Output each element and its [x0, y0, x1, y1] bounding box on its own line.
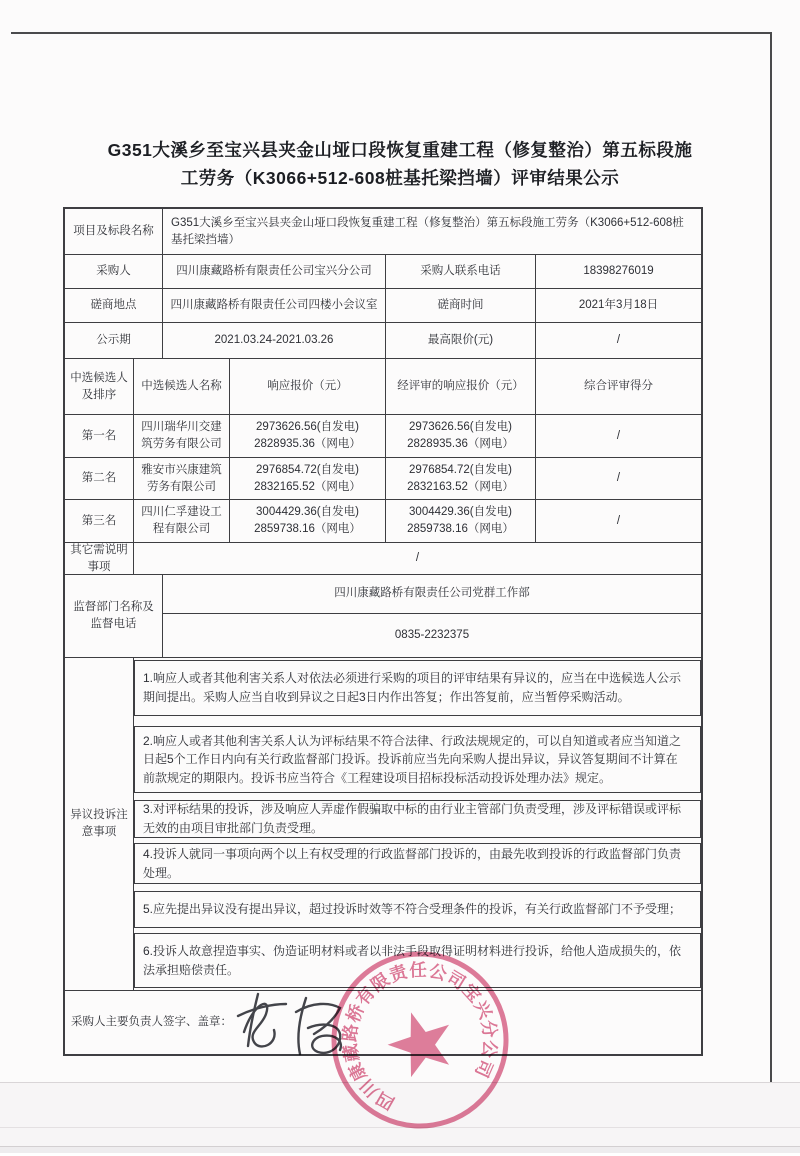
supervision-label: 监督部门名称及监督电话 — [73, 601, 154, 630]
time-value: 2021年3月18日 — [535, 289, 701, 322]
page-title-line1: G351大溪乡至宝兴县夹金山垭口段恢复重建工程（修复整治）第五标段施 — [107, 140, 693, 160]
candidate-2-name: 雅安市兴康建筑劳务有限公司 — [133, 458, 229, 499]
project-value: G351大溪乡至宝兴县夹金山垭口段恢复重建工程（修复整治）第五标段施工劳务（K3066+512-608桩基托梁挡墙） — [162, 209, 701, 254]
publicity-label: 公示期 — [96, 334, 131, 347]
objection-note-1-text: 1.响应人或者其他利害关系人对依法必须进行采购的项目的评审结果有异议的，应当在中选候选人公示期间提出。采购人应当自收到异议之日起3日内作出答复；作出答复前，应当暂停采购活动。 — [143, 671, 682, 704]
candidate-2-score: / — [535, 458, 701, 499]
candidate-1-score: / — [535, 415, 701, 457]
objection-notes — [133, 658, 701, 990]
candidate-3-bid-line2: 2859738.16（网电） — [254, 523, 361, 535]
other-value: / — [133, 543, 701, 574]
header-name: 中选候选人名称 — [133, 359, 229, 414]
header-eval-bid: 经评审的响应报价（元） — [385, 359, 535, 414]
supervision-phone: 0835-2232375 — [163, 613, 701, 658]
purchaser-phone-value: 18398276019 — [535, 255, 701, 288]
page-title-line2: 工劳务（K3066+512-608桩基托梁挡墙）评审结果公示 — [180, 168, 620, 189]
candidate-1-rank: 第一名 — [81, 429, 117, 442]
table-row-objection — [65, 657, 701, 990]
candidate-row-2 — [65, 457, 701, 499]
candidate-2-bid-line2: 2832165.52（网电） — [254, 480, 361, 493]
candidate-1-name: 四川瑞华川交建筑劳务有限公司 — [133, 415, 229, 457]
candidate-1-bid-line1: 2973626.56(自发电) — [256, 421, 359, 434]
candidate-1-eval-line2: 2828935.36（网电） — [407, 438, 514, 450]
project-label: 项目及标段名称 — [73, 225, 154, 238]
objection-note-4 — [134, 843, 701, 884]
objection-note-4-text: 4.投诉人就同一事项向两个以上有权受理的行政监督部门投诉的，由最先收到投诉的行政监督部门负责处理。 — [143, 846, 682, 880]
candidate-2-rank: 第二名 — [81, 472, 117, 485]
objection-note-6-text: 6.投诉人故意捏造事实、伪造证明材料或者以非法手段取得证明材料进行投诉，给他人造成损失的，依法承担赔偿责任。 — [143, 943, 682, 977]
candidate-3-eval-bid — [385, 500, 535, 542]
table-row-project — [65, 209, 701, 254]
candidate-row-3 — [65, 499, 701, 542]
objection-note-2 — [134, 726, 701, 793]
scan-bottom-strip — [0, 1147, 800, 1153]
candidate-1-bid-line2: 2828935.36（网电） — [254, 438, 361, 450]
page-right-border — [770, 32, 772, 1082]
page-top-border — [11, 32, 772, 34]
venue-value: 四川康藏路桥有限责任公司四楼小会议室 — [162, 289, 385, 322]
candidate-3-eval-line1: 3004429.36(自发电) — [409, 506, 512, 519]
price-value: / — [535, 323, 701, 358]
candidate-1-eval-bid — [385, 415, 535, 457]
seal-star-icon — [380, 1002, 460, 1080]
venue-label: 磋商地点 — [90, 299, 137, 312]
objection-note-3-text: 3.对评标结果的投诉，涉及响应人弄虚作假骗取中标的由行业主管部门负责受理，涉及评标错误或评标无效的由项目审批部门负责受理。 — [143, 802, 682, 835]
objection-note-5 — [134, 891, 701, 928]
results-table — [63, 207, 703, 1056]
table-row-supervision — [65, 574, 701, 657]
candidate-2-eval-line2: 2832163.52（网电） — [407, 480, 514, 493]
supervision-values — [162, 575, 701, 657]
page-title — [60, 136, 740, 193]
objection-note-1 — [134, 660, 701, 716]
candidate-3-bid-line1: 3004429.36(自发电) — [256, 506, 359, 519]
signature-label: 采购人主要负责人签字、盖章： — [71, 1016, 232, 1029]
table-row-purchaser — [65, 254, 701, 288]
candidate-3-score: / — [535, 500, 701, 542]
table-row-venue — [65, 288, 701, 322]
candidate-2-eval-line1: 2976854.72(自发电) — [409, 463, 512, 476]
purchaser-phone-label: 采购人联系电话 — [385, 255, 535, 288]
time-label: 磋商时间 — [385, 289, 535, 322]
candidate-3-bid — [229, 500, 385, 542]
header-score: 综合评审得分 — [535, 359, 701, 414]
header-rank: 中选候选人及排序 — [70, 371, 128, 401]
candidate-3-rank: 第三名 — [81, 514, 117, 527]
candidate-1-bid — [229, 415, 385, 457]
publicity-value: 2021.03.24-2021.03.26 — [162, 323, 385, 358]
candidate-row-1 — [65, 414, 701, 457]
price-label: 最高限价(元) — [385, 323, 535, 358]
table-row-publicity — [65, 322, 701, 358]
table-row-other — [65, 542, 701, 574]
candidate-3-name: 四川仁孚建设工程有限公司 — [133, 500, 229, 542]
svg-text:四川康藏路桥有限责任公司宝兴分公司: 四川康藏路桥有限责任公司宝兴分公司 — [339, 959, 501, 1114]
objection-note-5-text: 5.应先提出异议没有提出异议，超过投诉时效等不符合受理条件的投诉，有关行政监督部门不予受理； — [143, 902, 682, 917]
objection-label: 异议投诉注意事项 — [70, 809, 128, 838]
candidate-1-eval-line1: 2973626.56(自发电) — [409, 421, 512, 434]
candidate-2-eval-bid — [385, 458, 535, 499]
candidate-2-bid-line1: 2976854.72(自发电) — [256, 463, 359, 476]
purchaser-label: 采购人 — [96, 265, 131, 278]
header-bid: 响应报价（元） — [229, 359, 385, 414]
objection-note-3 — [134, 800, 701, 838]
supervision-department: 四川康藏路桥有限责任公司党群工作部 — [334, 587, 530, 600]
scan-edge-line-3 — [0, 1146, 800, 1147]
other-label: 其它需说明事项 — [70, 543, 128, 573]
candidate-2-bid — [229, 458, 385, 499]
objection-note-2-text: 2.响应人或者其他利害关系人认为评标结果不符合法律、行政法规规定的，可以自知道或者应当知道之日起5个工作日内向有关行政监督部门投诉。投诉前应当先向采购人提出异议，异议答复期间不计算在前款规定的期限内。投诉书应当符合《工程建设项目招标投标活动投诉处理办法》规定。 — [143, 733, 682, 785]
candidates-header-row — [65, 358, 701, 414]
candidate-3-eval-line2: 2859738.16（网电） — [407, 523, 514, 535]
purchaser-value: 四川康藏路桥有限责任公司宝兴分公司 — [162, 255, 385, 288]
